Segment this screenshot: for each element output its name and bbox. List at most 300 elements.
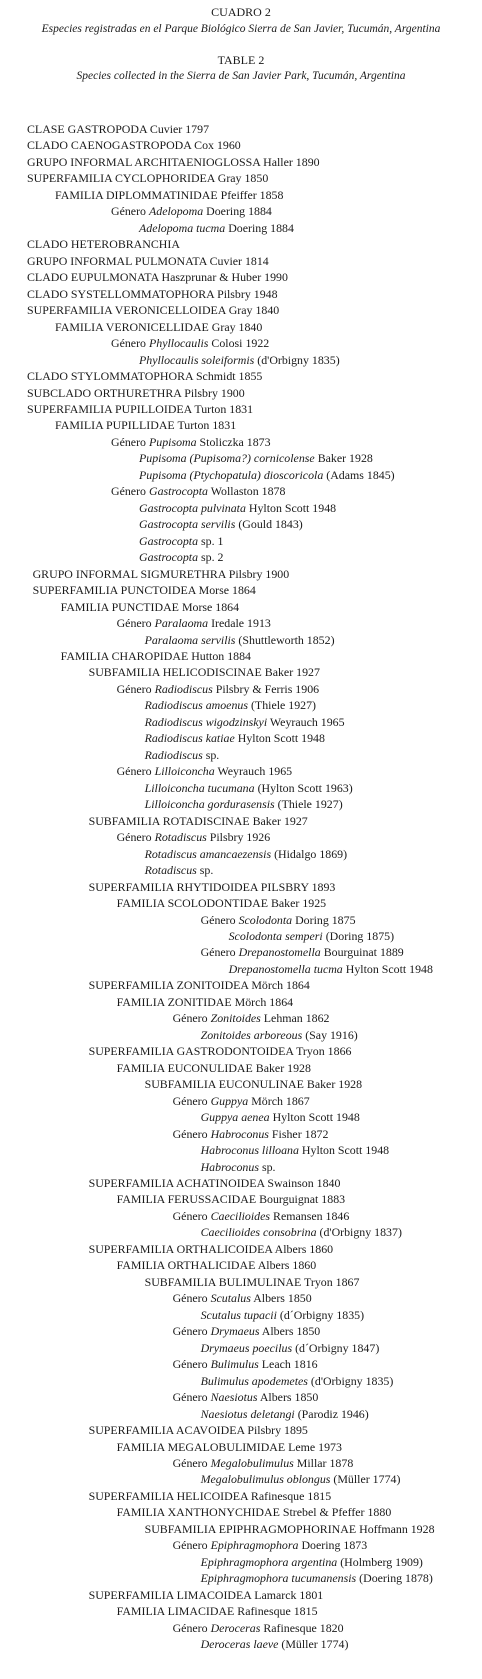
taxon-name: SUBFAMILIA EPIPHRAGMOPHORINAE	[144, 1521, 357, 1536]
taxon-authority: Baker 1928	[317, 451, 373, 466]
taxon-name: Habroconus	[200, 1159, 259, 1174]
taxon-row	[0, 549, 482, 565]
taxon-row	[0, 137, 482, 153]
taxon-name: FAMILIA CHAROPIDAE	[60, 649, 189, 663]
taxon-authority: (Holmberg 1909)	[340, 1554, 423, 1569]
taxon-authority: Doering 1884	[206, 204, 272, 219]
taxon-authority: Cuvier 1814	[209, 253, 269, 268]
taxon-authority: sp.	[261, 1159, 276, 1174]
taxon-name: CLADO STYLOMMATOPHORA	[27, 369, 193, 384]
taxon-authority: Gray 1840	[211, 319, 263, 334]
taxon-row	[0, 220, 482, 236]
taxon-row	[0, 1191, 482, 1207]
taxon-authority: Baker 1928	[255, 1060, 311, 1075]
taxon-authority: Pfeiffer 1858	[220, 187, 284, 202]
taxon-name: SUBFAMILIA EUCONULINAE	[144, 1077, 304, 1092]
taxon-row	[0, 664, 482, 680]
taxon-name: Pupisoma	[148, 434, 197, 449]
taxon-row	[0, 500, 482, 516]
taxon-name: Naesiotus	[210, 1390, 258, 1405]
taxon-authority: Tryon 1866	[296, 1044, 352, 1059]
taxon-row	[0, 1620, 482, 1636]
taxon-row	[0, 516, 482, 532]
taxon-name: Guppya aenea	[200, 1110, 270, 1125]
taxon-name: Deroceras laeve	[200, 1637, 279, 1652]
taxon-row	[0, 269, 482, 285]
taxon-authority: (Doring 1875)	[325, 928, 395, 943]
taxon-name: Habroconus lilloana	[200, 1143, 299, 1158]
taxon-row	[0, 977, 482, 993]
taxon-authority: Gray 1850	[217, 171, 269, 186]
taxon-authority: Hylton Scott 1948	[301, 1143, 390, 1158]
taxon-authority: Hutton 1884	[191, 649, 251, 663]
rank-prefix: Género	[172, 1357, 208, 1372]
taxon-row	[0, 1093, 482, 1109]
taxon-authority: Wollaston 1878	[210, 484, 286, 499]
taxon-authority: Haller 1890	[263, 154, 320, 169]
taxon-row	[0, 533, 482, 549]
taxon-authority: Leach 1816	[261, 1357, 318, 1372]
rank-prefix: Género	[172, 1455, 208, 1470]
taxon-name: Gastrocopta pulvinata	[139, 500, 246, 515]
taxon-authority: Baker 1925	[270, 896, 327, 911]
taxon-authority: (Doering 1878)	[359, 1571, 433, 1586]
rank-prefix: Género	[172, 1538, 208, 1553]
taxon-authority: Hylton Scott 1948	[272, 1110, 360, 1125]
taxa-list	[0, 121, 482, 1653]
taxon-row	[0, 1109, 482, 1125]
taxon-row	[0, 483, 482, 499]
taxon-row	[0, 1142, 482, 1158]
taxon-name: SUPERFAMILIA RHYTIDOIDEA PILSBRY 1893	[88, 879, 336, 894]
taxon-row	[0, 1455, 482, 1471]
taxon-row	[0, 1175, 482, 1191]
taxon-authority: Weyrauch 1965	[217, 764, 293, 779]
taxon-authority: Fisher 1872	[271, 1126, 329, 1141]
taxon-row	[0, 1406, 482, 1422]
taxon-name: SUPERFAMILIA HELICOIDEA	[88, 1488, 248, 1503]
taxon-row	[0, 928, 482, 944]
taxon-row	[0, 780, 482, 796]
rank-prefix: Género	[111, 484, 146, 499]
taxon-row	[0, 582, 482, 598]
taxon-row	[0, 385, 482, 401]
taxon-name: SUPERFAMILIA LIMACOIDEA	[88, 1587, 252, 1602]
taxon-name: Rotadiscus amancaezensis	[144, 846, 272, 861]
rank-prefix: Género	[116, 681, 152, 696]
taxon-name: Scutalus	[210, 1291, 251, 1306]
taxon-authority: Morse 1864	[198, 583, 256, 598]
taxon-authority: Pilsbry 1900	[228, 566, 290, 581]
rank-prefix: Género	[111, 204, 146, 219]
taxon-name: Guppya	[210, 1093, 249, 1108]
taxon-name: Rotadiscus	[144, 863, 197, 878]
taxon-name: Phyllocaulis soleiformis	[139, 352, 255, 367]
taxon-row	[0, 434, 482, 450]
taxon-row	[0, 1010, 482, 1026]
taxon-name: Bulimulus	[210, 1357, 259, 1372]
taxon-row	[0, 302, 482, 318]
taxon-authority: Baker 1927	[264, 665, 320, 680]
taxon-row	[0, 1257, 482, 1273]
taxon-name: FAMILIA PUPILLIDAE	[55, 418, 175, 433]
taxon-name: Scolodonta semperi	[228, 928, 323, 943]
taxon-row	[0, 1159, 482, 1175]
taxon-authority: Doring 1875	[295, 912, 356, 927]
taxon-row	[0, 895, 482, 911]
taxon-authority: (Thiele 1927)	[277, 797, 343, 812]
taxon-authority: Gray 1840	[228, 303, 280, 318]
taxon-row	[0, 401, 482, 417]
taxon-name: Drymaeus	[210, 1324, 260, 1339]
taxon-authority: (d'Orbigny 1835)	[257, 352, 340, 367]
taxon-name: FAMILIA MEGALOBULIMIDAE	[116, 1439, 286, 1454]
taxon-authority: Remansen 1846	[273, 1208, 350, 1223]
taxon-row	[0, 1373, 482, 1389]
taxon-row	[0, 912, 482, 928]
taxon-row	[0, 813, 482, 829]
rank-prefix: Género	[172, 1208, 208, 1223]
taxon-authority: Hylton Scott 1948	[345, 961, 433, 976]
taxon-row	[0, 253, 482, 269]
taxon-authority: Albers 1850	[261, 1324, 321, 1339]
taxon-row	[0, 319, 482, 335]
taxon-row	[0, 1126, 482, 1142]
taxon-name: Radiodiscus katiae	[144, 731, 235, 746]
taxon-name: Radiodiscus	[144, 747, 203, 762]
taxon-row	[0, 1603, 482, 1619]
taxon-name: Habroconus	[210, 1126, 269, 1141]
taxon-row	[0, 1043, 482, 1059]
taxon-authority: (Müller 1774)	[333, 1472, 401, 1487]
taxon-authority: Pilsbry 1948	[217, 286, 278, 301]
taxon-authority: (Parodiz 1946)	[297, 1406, 369, 1421]
taxon-authority: sp. 1	[201, 533, 224, 548]
taxon-name: Paralaoma servilis	[144, 632, 236, 647]
taxon-row	[0, 961, 482, 977]
taxon-name: Deroceras	[210, 1620, 261, 1635]
taxon-name: Radiodiscus	[154, 681, 213, 696]
taxon-name: FAMILIA ORTHALICIDAE	[116, 1258, 256, 1273]
rank-prefix: Género	[172, 1291, 208, 1306]
taxon-authority: Tryon 1867	[304, 1274, 360, 1289]
rank-prefix: Género	[172, 1324, 208, 1339]
taxon-authority: Weyrauch 1965	[269, 714, 345, 729]
taxon-authority: Doering 1884	[228, 220, 294, 235]
taxon-name: CLADO EUPULMONATA	[27, 270, 159, 285]
taxon-name: SUPERFAMILIA ORTHALICOIDEA	[88, 1241, 273, 1256]
taxon-authority: (Thiele 1927)	[250, 698, 317, 713]
taxon-name: SUPERFAMILIA ACHATINOIDEA	[88, 1176, 265, 1190]
taxon-row	[0, 648, 482, 664]
taxon-name: SUPERFAMILIA GASTRODONTOIDEA	[88, 1044, 294, 1059]
taxon-name: Paralaoma	[154, 616, 209, 631]
taxon-name: Megalobulimulus	[210, 1455, 294, 1470]
taxon-authority: Millar 1878	[296, 1455, 354, 1470]
taxon-name: FAMILIA SCOLODONTIDAE	[116, 896, 268, 911]
taxon-name: Scutalus tupacii	[200, 1307, 277, 1322]
taxon-authority: Pilsbry 1926	[209, 830, 271, 845]
taxon-name: FAMILIA XANTHONYCHIDAE	[116, 1505, 280, 1520]
taxon-authority: (Hylton Scott 1963)	[257, 780, 353, 795]
taxon-name: Pupisoma (Pupisoma?) cornicolense	[139, 451, 315, 466]
taxon-name: SUBCLADO ORTHURETHRA	[27, 385, 182, 400]
taxon-name: FAMILIA DIPLOMMATINIDAE	[55, 187, 218, 202]
taxon-authority: Morse 1864	[181, 599, 240, 614]
taxon-name: SUBFAMILIA BULIMULINAE	[144, 1274, 302, 1289]
taxon-name: Scolodonta	[238, 912, 293, 927]
taxon-name: SUPERFAMILIA ZONITOIDEA	[88, 978, 249, 993]
taxon-row	[0, 187, 482, 203]
taxon-row	[0, 1241, 482, 1257]
taxon-authority: Hoffmann 1928	[359, 1521, 435, 1536]
taxon-authority: Cox 1960	[194, 138, 241, 153]
rank-prefix: Género	[116, 830, 152, 845]
taxon-row	[0, 796, 482, 812]
taxon-name: Gastrocopta	[139, 533, 199, 548]
rank-prefix: Género	[200, 912, 236, 927]
taxon-authority: Bourguignat 1883	[259, 1192, 346, 1207]
taxon-row	[0, 747, 482, 763]
taxon-name: Bulimulus apodemetes	[200, 1373, 308, 1388]
taxon-name: FAMILIA EUCONULIDAE	[116, 1060, 253, 1075]
taxon-authority: Albers 1860	[274, 1241, 334, 1256]
taxon-name: Naesiotus deletangi	[200, 1406, 295, 1421]
taxon-row	[0, 1554, 482, 1570]
taxon-authority: Lamarck 1801	[254, 1587, 324, 1602]
taxon-row	[0, 286, 482, 302]
taxon-row	[0, 846, 482, 862]
taxon-name: Phyllocaulis	[148, 336, 209, 351]
rank-prefix: Género	[116, 616, 152, 631]
taxon-authority: Strebel & Pfeffer 1880	[282, 1505, 392, 1520]
taxon-authority: Baker 1928	[306, 1077, 363, 1092]
taxon-authority: Baker 1927	[252, 813, 308, 828]
taxon-authority: Cuvier 1797	[149, 122, 210, 136]
taxon-authority: Rafinesque 1815	[237, 1604, 318, 1619]
taxon-row	[0, 1389, 482, 1405]
taxon-row	[0, 1323, 482, 1339]
taxon-row	[0, 121, 482, 137]
taxon-name: SUPERFAMILIA ACAVOIDEA	[88, 1423, 245, 1438]
rank-prefix: Género	[172, 1620, 208, 1635]
taxon-row	[0, 879, 482, 895]
taxon-name: CLADO CAENOGASTROPODA	[27, 138, 192, 153]
taxon-row	[0, 1521, 482, 1537]
rank-prefix: Género	[111, 336, 146, 351]
taxon-name: Lilloiconcha gordurasensis	[144, 797, 275, 812]
taxon-authority: Rafinesque 1820	[263, 1620, 344, 1635]
taxon-authority: Hylton Scott 1948	[248, 500, 337, 515]
taxon-name: FAMILIA FERUSSACIDAE	[116, 1192, 257, 1207]
taxon-name: GRUPO INFORMAL SIGMURETHRA	[32, 566, 226, 581]
taxon-name: GRUPO INFORMAL ARCHITAENIOGLOSSA	[27, 154, 261, 169]
taxon-row	[0, 1060, 482, 1076]
taxon-row	[0, 1439, 482, 1455]
taxon-name: Lilloiconcha tucumana	[144, 780, 255, 795]
taxon-authority: (d'Orbigny 1835)	[310, 1373, 394, 1388]
taxon-authority: Pilsbry 1895	[247, 1423, 308, 1438]
taxon-name: Megalobulimulus oblongus	[200, 1472, 331, 1487]
taxon-name: GRUPO INFORMAL PULMONATA	[27, 253, 207, 268]
taxon-authority: sp. 2	[201, 550, 224, 565]
taxon-authority: Doering 1873	[301, 1538, 368, 1553]
taxon-row	[0, 1224, 482, 1240]
taxon-row	[0, 450, 482, 466]
taxon-name: Adelopoma	[148, 204, 204, 219]
rank-prefix: Género	[116, 764, 152, 779]
taxon-authority: (d´Orbigny 1847)	[295, 1340, 380, 1355]
taxon-row	[0, 1422, 482, 1438]
taxon-name: Radiodiscus wigodzinskyi	[144, 714, 268, 729]
taxon-authority: Albers 1860	[257, 1258, 317, 1273]
taxon-row	[0, 566, 482, 582]
taxon-authority: (Gould 1843)	[238, 517, 303, 532]
taxon-name: Radiodiscus amoenus	[144, 698, 248, 713]
taxon-authority: Pilsbry & Ferris 1906	[215, 681, 320, 696]
taxon-row	[0, 1076, 482, 1092]
taxon-authority: sp.	[199, 863, 214, 878]
taxon-name: Drymaeus poecilus	[200, 1340, 293, 1355]
taxon-row	[0, 994, 482, 1010]
taxon-row	[0, 681, 482, 697]
taxon-authority: Mörch 1867	[251, 1093, 310, 1108]
rank-prefix: Género	[200, 945, 236, 960]
taxon-authority: (Müller 1774)	[281, 1637, 349, 1652]
taxon-name: FAMILIA LIMACIDAE	[116, 1604, 235, 1619]
taxon-row	[0, 1027, 482, 1043]
taxon-row	[0, 1471, 482, 1487]
taxon-row	[0, 368, 482, 384]
taxon-name: SUBFAMILIA ROTADISCINAE	[88, 813, 250, 828]
taxon-row	[0, 1208, 482, 1224]
taxon-authority: (Adams 1845)	[326, 467, 395, 482]
taxon-row	[0, 236, 482, 252]
taxon-authority: Schmidt 1855	[195, 369, 263, 384]
taxon-name: CLASE GASTROPODA	[27, 122, 147, 136]
taxon-row	[0, 352, 482, 368]
taxon-row	[0, 829, 482, 845]
taxon-authority: Pilsbry 1900	[184, 385, 245, 400]
taxon-authority: Stoliczka 1873	[199, 434, 271, 449]
rank-prefix: Género	[111, 434, 146, 449]
taxon-row	[0, 763, 482, 779]
taxon-row	[0, 203, 482, 219]
taxon-row	[0, 632, 482, 648]
taxon-authority: Swainson 1840	[267, 1176, 341, 1190]
taxon-authority: Albers 1850	[259, 1390, 319, 1405]
taxon-authority: Leme 1973	[288, 1439, 342, 1454]
taxon-row	[0, 170, 482, 186]
taxon-name: FAMILIA PUNCTIDAE	[60, 599, 179, 614]
taxon-authority: Turton 1831	[194, 401, 254, 416]
taxon-name: SUPERFAMILIA PUPILLOIDEA	[27, 401, 192, 416]
taxon-name: SUPERFAMILIA PUNCTOIDEA	[32, 583, 196, 598]
taxon-name: FAMILIA VERONICELLIDAE	[55, 319, 209, 334]
rank-prefix: Género	[172, 1126, 208, 1141]
taxon-row	[0, 1488, 482, 1504]
taxon-name: Drepanostomella tucma	[228, 961, 343, 976]
taxon-name: SUPERFAMILIA CYCLOPHORIDEA	[27, 171, 215, 186]
taxon-row	[0, 714, 482, 730]
taxon-row	[0, 697, 482, 713]
taxon-authority: Lehman 1862	[263, 1011, 330, 1026]
rank-prefix: Género	[172, 1093, 208, 1108]
taxon-name: CLADO SYSTELLOMMATOPHORA	[27, 286, 215, 301]
table-title: Species collected in the Sierra de San Javier Park, Tucumán, Argentina	[76, 70, 406, 82]
taxon-name: Adelopoma tucma	[139, 220, 226, 235]
rank-prefix: Género	[172, 1390, 208, 1405]
taxon-name: Gastrocopta	[139, 550, 199, 565]
taxon-name: FAMILIA ZONITIDAE	[116, 994, 232, 1009]
taxon-authority: (Shuttleworth 1852)	[238, 632, 335, 647]
taxon-name: SUBFAMILIA HELICODISCINAE	[88, 665, 262, 680]
taxon-name: Epiphragmophora	[210, 1538, 299, 1553]
taxon-name: CLADO HETEROBRANCHIA	[27, 237, 180, 252]
taxon-name: Epiphragmophora tucumanensis	[200, 1571, 357, 1586]
taxon-authority: Rafinesque 1815	[250, 1488, 332, 1503]
taxon-row	[0, 1356, 482, 1372]
taxon-authority: Colosi 1922	[211, 336, 270, 351]
taxon-authority: (d´Orbigny 1835)	[279, 1307, 365, 1322]
taxon-authority: Iredale 1913	[211, 616, 271, 631]
taxon-name: Rotadiscus	[154, 830, 207, 845]
taxon-authority: (Say 1916)	[305, 1027, 358, 1042]
taxon-name: Zonitoides arboreous	[200, 1027, 303, 1042]
taxon-row	[0, 1570, 482, 1586]
taxon-name: SUPERFAMILIA VERONICELLOIDEA	[27, 303, 226, 318]
taxon-row	[0, 335, 482, 351]
taxon-authority: Mörch 1864	[251, 978, 310, 993]
taxon-authority: Albers 1850	[253, 1291, 312, 1306]
taxon-name: Gastrocopta servilis	[139, 517, 236, 532]
taxon-authority: Hylton Scott 1948	[237, 731, 325, 746]
taxon-row	[0, 1274, 482, 1290]
taxon-row	[0, 1307, 482, 1323]
taxon-name: Gastrocopta	[148, 484, 208, 499]
taxon-authority: sp.	[205, 747, 220, 762]
taxon-row	[0, 417, 482, 433]
taxon-row	[0, 1340, 482, 1356]
taxon-name: Pupisoma (Ptychopatula) dioscoricola	[139, 467, 324, 482]
taxon-name: Caecilioides consobrina	[200, 1225, 317, 1240]
taxon-row	[0, 862, 482, 878]
taxon-row	[0, 154, 482, 170]
taxon-row	[0, 1587, 482, 1603]
taxon-name: Drepanostomella	[238, 945, 321, 960]
cuadro-label: CUADRO 2	[211, 5, 271, 19]
taxon-name: Zonitoides	[210, 1011, 261, 1026]
taxon-row	[0, 1636, 482, 1652]
taxon-row	[0, 599, 482, 615]
taxon-authority: Haszprunar & Huber 1990	[161, 270, 288, 285]
taxon-name: Lilloiconcha	[154, 764, 215, 779]
taxon-authority: Bourguinat 1889	[323, 945, 404, 960]
taxon-row	[0, 944, 482, 960]
taxon-authority: Mörch 1864	[234, 994, 294, 1009]
taxon-authority: (Hidalgo 1869)	[274, 846, 348, 861]
taxon-row	[0, 1290, 482, 1306]
cuadro-title: Especies registradas en el Parque Biológico Sierra de San Javier, Tucumán, Argentina	[41, 23, 441, 35]
taxon-row	[0, 730, 482, 746]
taxon-name: Epiphragmophora argentina	[200, 1554, 338, 1569]
taxon-authority: (d'Orbigny 1837)	[319, 1225, 402, 1240]
rank-prefix: Género	[172, 1011, 208, 1026]
table-label: TABLE 2	[217, 53, 265, 67]
taxon-row	[0, 1537, 482, 1553]
taxon-row	[0, 615, 482, 631]
taxon-name: Caecilioides	[210, 1208, 271, 1223]
